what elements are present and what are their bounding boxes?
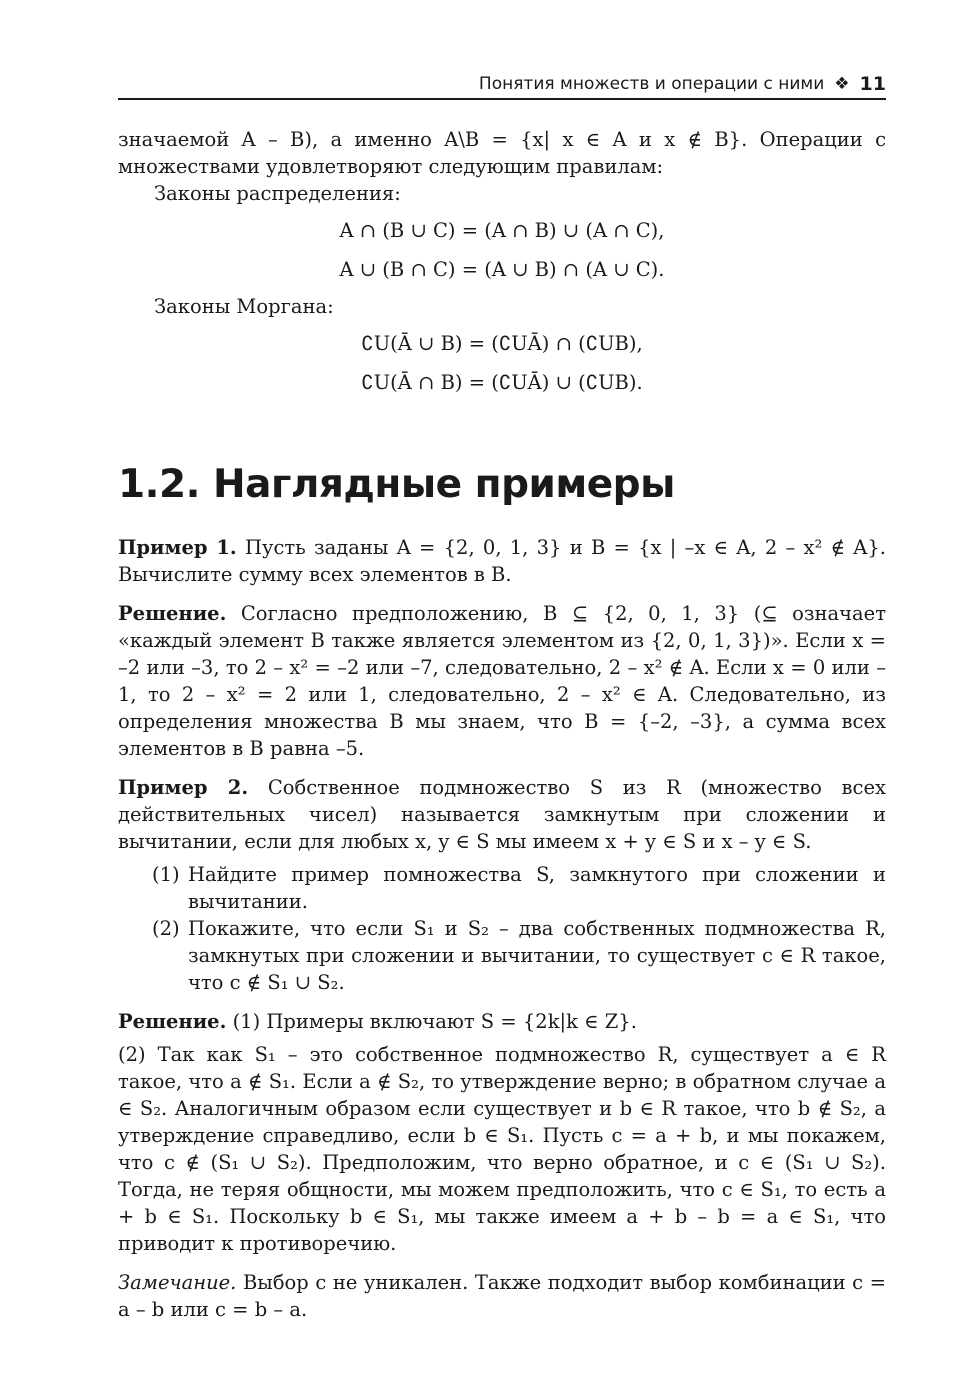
examples-block [118, 534, 886, 1323]
solution-1-text: Согласно предположению, B ⊆ {2, 0, 1, 3} (⊆ означает «каждый элемент B также является элементом из {2, 0, 1, 3})». Если x = –2 или –3, то 2 – x² = –2 или –7, следовательно, 2 – x² ∉ A. Если x = 0 или –1, то 2 – x² = 2 или 1, следовательно, 2 – x² ∈ A. Следовательно, из определения множества B мы знаем, что B = {–2, –3}, а сумма всех элементов в B равна –5. [118, 602, 886, 760]
running-header [118, 70, 886, 100]
remark-text: Выбор c не уникален. Также подходит выбор комбинации c = a – b или c = b – a. [118, 1271, 886, 1321]
list-item-number: (1) [152, 863, 180, 886]
example-1-text: Пусть заданы A = {2, 0, 1, 3} и B = {x | –x ∈ A, 2 – x² ∉ A}. Вычислите сумму всех элементов в B. [118, 536, 886, 586]
list-item-text: Найдите пример помножества S, замкнутого при сложении и вычитании. [188, 863, 886, 913]
solution-2 [118, 1008, 886, 1035]
formula-distrib-2: A ∪ (B ∩ C) = (A ∪ B) ∩ (A ∪ C). [339, 258, 665, 281]
solution-1 [118, 600, 886, 762]
formula-distrib-1: A ∩ (B ∪ C) = (A ∩ B) ∪ (A ∩ C), [339, 219, 665, 242]
example-2-text: Собственное подмножество S из R (множество всех действительных чисел) называется замкнутым при сложении и вычитании, если для любых x, y ∈ S мы имеем x + y ∈ S и x – y ∈ S. [118, 776, 886, 853]
intro-block [118, 126, 886, 402]
list-item [152, 915, 886, 996]
list-item-number: (2) [152, 917, 180, 940]
formula-morgan-2: ∁U(Ā ∩ B) = (∁UĀ) ∪ (∁UB). [361, 371, 643, 394]
header-separator-icon: ❖ [834, 74, 850, 94]
example-2-label: Пример 2. [118, 776, 249, 799]
header-title: Понятия множеств и операции с ними [478, 74, 825, 94]
solution-2-label: Решение. [118, 1010, 227, 1033]
solution-1-label: Решение. [118, 602, 227, 625]
remark-label: Замечание. [118, 1271, 237, 1294]
example-1-label: Пример 1. [118, 536, 237, 559]
example-1 [118, 534, 886, 588]
list-item-text: Покажите, что если S₁ и S₂ – два собственных подмножества R, замкнутых при сложении и вычитании, то существует c ∈ R такое, что c ∉ S₁ ∪ S₂. [188, 917, 886, 994]
solution-2-part-1: (1) Примеры включают S = {2k|k ∈ Z}. [232, 1010, 637, 1033]
distrib-heading: Законы распределения: [154, 182, 401, 205]
section-title: 1.2. Наглядные примеры [118, 462, 675, 507]
solution-2-part-2: (2) Так как S₁ – это собственное подмножество R, существует a ∈ R такое, что a ∉ S₁. Если a ∉ S₂, то утверждение верно; в обратном случае a ∈ S₂. Аналогичным образом если существует и b ∈ R такое, что b ∉ S₂, а утверждение справедливо, если b ∈ S₁. Пусть c = a + b, и мы покажем, что c ∉ (S₁ ∪ S₂). Предположим, что верно обратное, и c ∈ (S₁ ∪ S₂). Тогда, не теряя общности, мы можем предположить, что c ∈ S₁, то есть a + b ∈ S₁. Поскольку b ∈ S₁, мы также имеем a + b – b = a ∈ S₁, что приводит к противоречию. [118, 1043, 886, 1255]
remark [118, 1269, 886, 1323]
formula-morgan-1: ∁U(Ā ∪ B) = (∁UĀ) ∩ (∁UB), [361, 332, 643, 355]
example-2 [118, 774, 886, 855]
morgan-heading: Законы Моргана: [154, 295, 334, 318]
list-item [152, 861, 886, 915]
intro-continuation: значаемой A – B), а именно A\B = {x| x ∈ A и x ∉ B}. Операции с множествами удовлетворяют следующим правилам: [118, 128, 886, 178]
page-number: 11 [859, 73, 886, 95]
